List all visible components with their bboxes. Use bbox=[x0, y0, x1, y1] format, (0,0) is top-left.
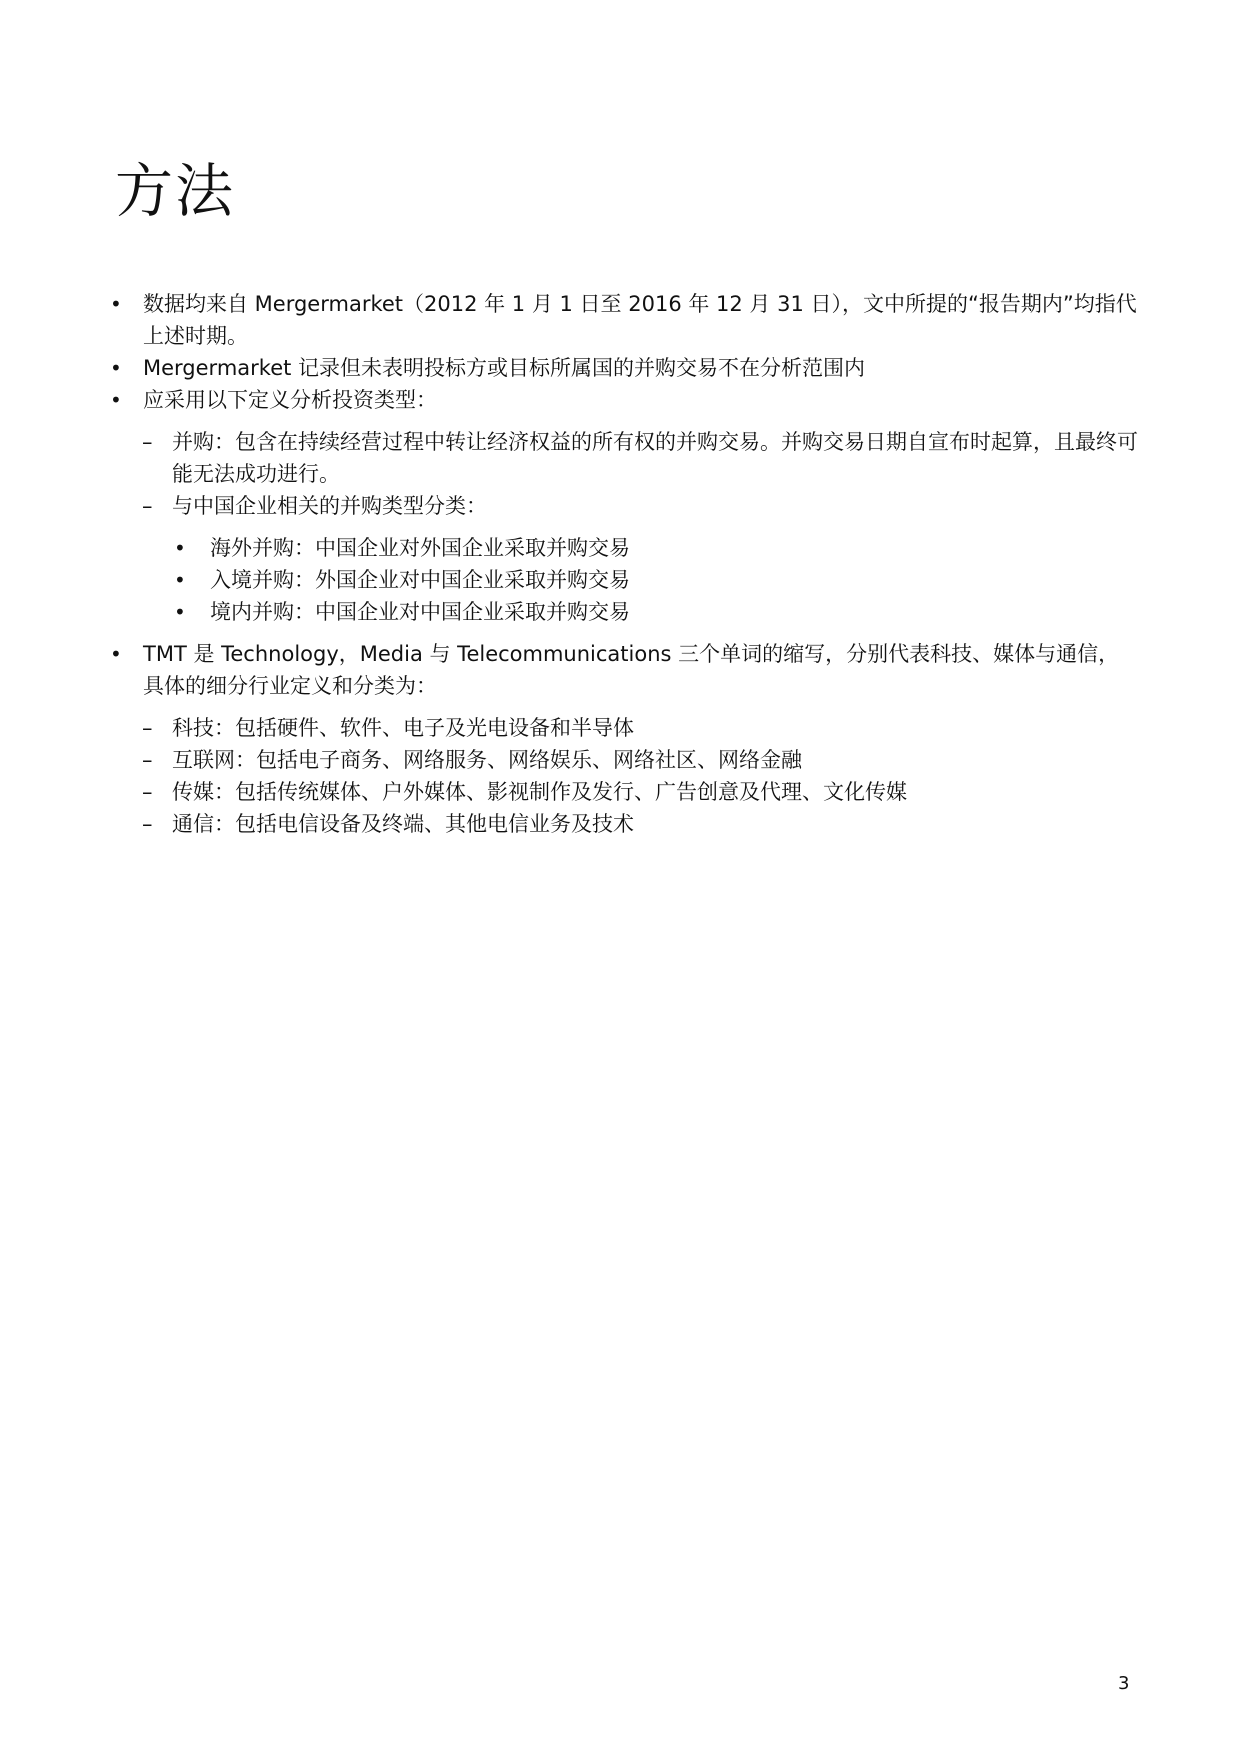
dash-marker: – bbox=[142, 812, 153, 836]
dash-marker: – bbox=[142, 780, 153, 804]
list-item bbox=[0, 638, 1240, 702]
methodology-list bbox=[0, 288, 1240, 840]
sub-list-item bbox=[0, 712, 1240, 744]
bullet-marker: • bbox=[110, 642, 122, 666]
sub-list-item bbox=[0, 426, 1240, 490]
dash-marker: – bbox=[142, 716, 153, 740]
sub-list-item-text: 传媒：包括传统媒体、户外媒体、影视制作及发行、广告创意及代理、文化传媒 bbox=[172, 780, 907, 804]
nested-list-item-text: 入境并购：外国企业对中国企业采取并购交易 bbox=[210, 568, 630, 592]
bullet-marker: • bbox=[174, 568, 186, 592]
bullet-marker: • bbox=[174, 600, 186, 624]
sub-list-item-text: 互联网：包括电子商务、网络服务、网络娱乐、网络社区、网络金融 bbox=[172, 748, 802, 772]
list-item bbox=[0, 352, 1240, 384]
page-number: 3 bbox=[1118, 1673, 1130, 1694]
bullet-marker: • bbox=[174, 536, 186, 560]
bullet-marker: • bbox=[110, 292, 122, 316]
list-item bbox=[0, 384, 1240, 416]
sub-list-item-text: 并购：包含在持续经营过程中转让经济权益的所有权的并购交易。并购交易日期自宣布时起算，且最终可能无法成功进行。 bbox=[172, 430, 1138, 486]
list-item-text: TMT 是 Technology，Media 与 Telecommunications 三个单词的缩写，分别代表科技、媒体与通信，具体的细分行业定义和分类为： bbox=[143, 642, 1120, 698]
list-item-text: Mergermarket 记录但未表明投标方或目标所属国的并购交易不在分析范围内 bbox=[143, 356, 866, 380]
nested-list-item bbox=[0, 564, 1240, 596]
list-item-text: 数据均来自 Mergermarket（2012 年 1 月 1 日至 2016 年 12 月 31 日），文中所提的“报告期内”均指代上述时期。 bbox=[143, 292, 1137, 348]
nested-list-item-text: 海外并购：中国企业对外国企业采取并购交易 bbox=[210, 536, 630, 560]
nested-list-item-text: 境内并购：中国企业对中国企业采取并购交易 bbox=[210, 600, 630, 624]
dash-marker: – bbox=[142, 494, 153, 518]
bullet-marker: • bbox=[110, 388, 122, 412]
list-item-text: 应采用以下定义分析投资类型： bbox=[143, 388, 437, 412]
sub-list-item bbox=[0, 776, 1240, 808]
page-title: 方法 bbox=[115, 157, 236, 225]
dash-marker: – bbox=[142, 430, 153, 454]
nested-list-item bbox=[0, 596, 1240, 628]
list-item bbox=[0, 288, 1240, 352]
sub-list-item-text: 通信：包括电信设备及终端、其他电信业务及技术 bbox=[172, 812, 634, 836]
sub-list-item bbox=[0, 808, 1240, 840]
sub-list-item-text: 与中国企业相关的并购类型分类： bbox=[172, 494, 487, 518]
sub-list-item-text: 科技：包括硬件、软件、电子及光电设备和半导体 bbox=[172, 716, 634, 740]
sub-list-item bbox=[0, 744, 1240, 776]
sub-list-item bbox=[0, 490, 1240, 522]
nested-list-item bbox=[0, 532, 1240, 564]
dash-marker: – bbox=[142, 748, 153, 772]
bullet-marker: • bbox=[110, 356, 122, 380]
